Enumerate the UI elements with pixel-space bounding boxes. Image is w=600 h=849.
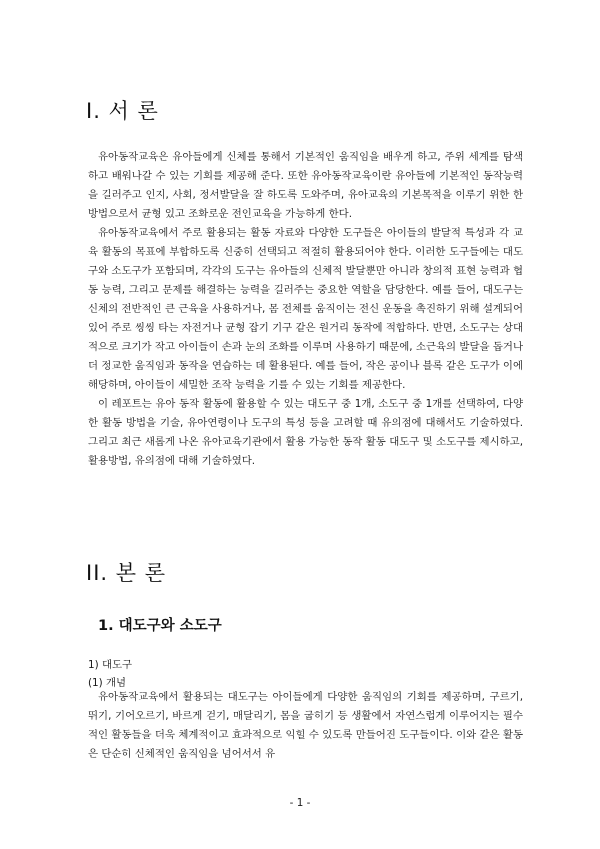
subsection-heading: 1. 대도구와 소도구: [98, 618, 222, 634]
body-paragraph: 유아동작교육에서 활용되는 대도구는 아이들에게 다양한 움직임의 기회를 제공하며, 구르기, 뛰기, 기어오르기, 바르게 걷기, 매달리기, 몸을 굽히기 등 생활에서 자연스럽게 이루어지는 필수적인 활동들을 더욱 체계적이고 효과적으로 익힐 수 있도록 만들어진 도구들이다. 이와 같은 활동은 단순히 신체적인 움직임을 넘어서서 유: [88, 691, 523, 760]
list-item-1: 1) 대도구: [88, 659, 133, 671]
intro-heading: I. 서 론: [86, 99, 159, 123]
intro-body: [88, 148, 523, 471]
intro-paragraph-3: 이 레포트는 유아 동작 활동에 활용할 수 있는 대도구 중 1개, 소도구 중 1개를 선택하여, 다양한 활동 방법을 기술, 유아연령이나 도구의 특성 등을 고려할 때 유의점에 대해서도 기술하였다. 그리고 최근 새롭게 나온 유아교육기관에서 활용 가능한 동작 활동 대도구 및 소도구를 제시하고, 활용방법, 유의점에 대해 기술하였다.: [88, 398, 523, 467]
intro-paragraph-2: 유아동작교육에서 주로 활용되는 활동 자료와 다양한 도구들은 아이들의 발달적 특성과 각 교육 활동의 목표에 부합하도록 신중히 선택되고 적절히 활용되어야 한다. 이러한 도구들에는 대도구와 소도구가 포함되며, 각각의 도구는 유아들의 신체적 발달뿐만 아니라 창의적 표현 능력과 협동 능력, 그리고 문제를 해결하는 능력을 길러주는 중요한 역할을 담당한다. 예를 들어, 대도구는 신체의 전반적인 큰 근육을 사용하거나, 몸 전체를 움직이는 전신 운동을 촉진하기 위해 설계되어 있어 주로 씽씽 타는 자전거나 균형 잡기 기구 같은 원거리 동작에 적합하다. 반면, 소도구는 상대적으로 크기가 작고 아이들이 손과 눈의 조화를 이루며 사용하기 때문에, 소근육의 발달을 돕거나 더 정교한 움직임과 동작을 연습하는 데 활용된다. 예를 들어, 작은 공이나 블록 같은 도구가 이에 해당하며, 아이들이 세밀한 조작 능력을 기를 수 있는 기회를 제공한다.: [88, 227, 523, 391]
list-item-2: (1) 개념: [88, 677, 127, 689]
body-heading: II. 본 론: [86, 561, 166, 585]
page-number: - 1 -: [289, 797, 311, 809]
intro-paragraph-1: 유아동작교육은 유아들에게 신체를 통해서 기본적인 움직임을 배우게 하고, 주위 세계를 탐색하고 배워나갈 수 있는 기회를 제공해 준다. 또한 유아동작교육이란 유아들에 기본적인 동작능력을 길러주고 인지, 사회, 정서발달을 잘 하도록 도와주며, 유아교육의 기본목적을 이루기 위한 한 방법으로서 균형 있고 조화로운 전인교육을 가능하게 한다.: [88, 151, 523, 220]
body-paragraph-container: [88, 688, 523, 764]
